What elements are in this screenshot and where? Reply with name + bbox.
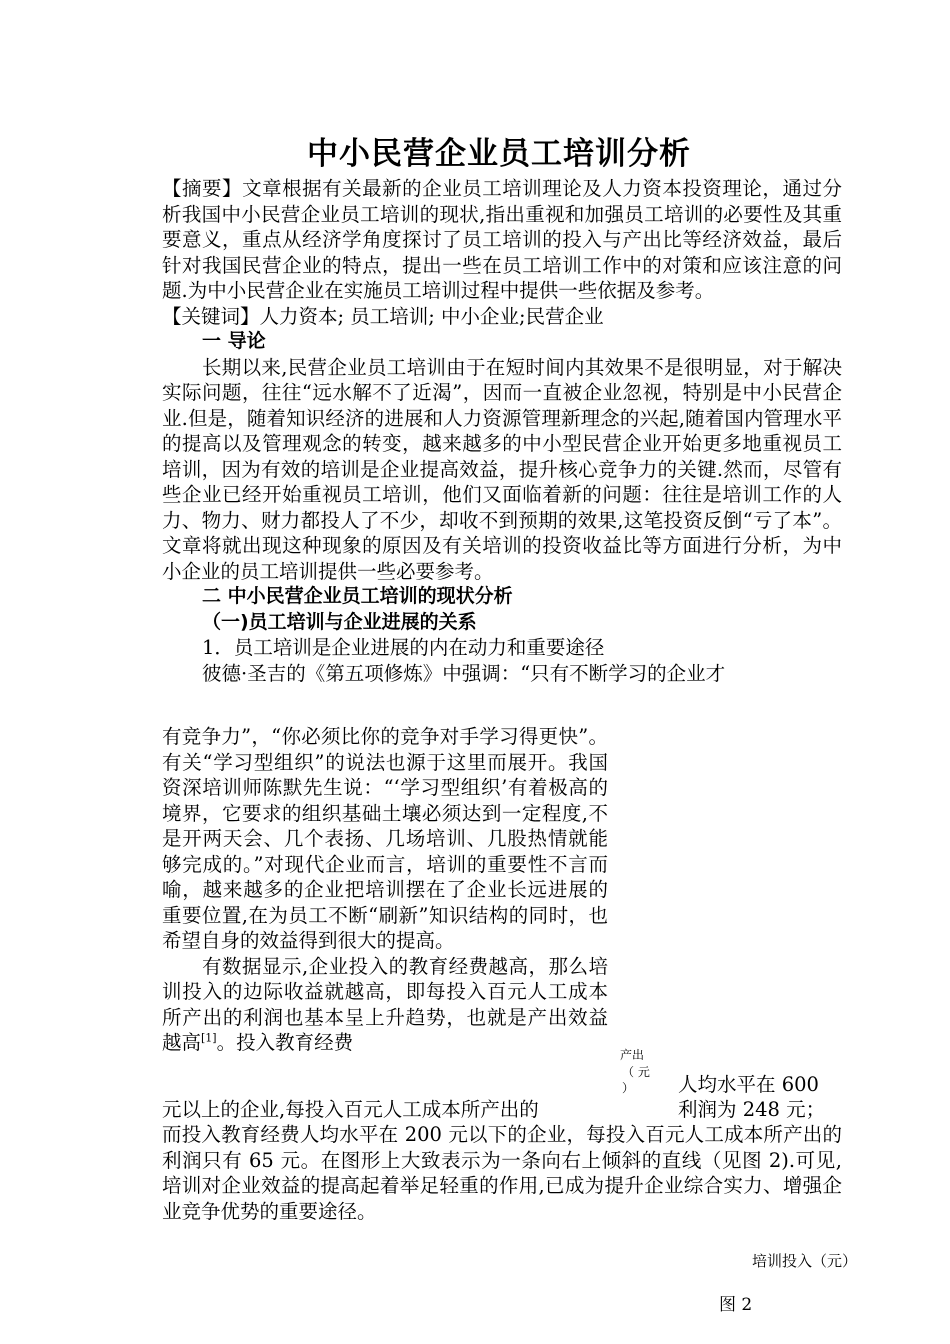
continuation-block [162,1122,842,1224]
body-paragraph-line: 彼德·圣吉的《第五项修炼》中强调：“只有不断学习的企业才 [202,661,726,685]
list-item-heading: 1．员工培训是企业进展的内在动力和重要途径 [202,636,605,659]
abstract-block [162,176,842,686]
abstract-label: 【摘要】 [162,177,243,200]
subsection-heading: （一)员工培训与企业进展的关系 [202,610,477,633]
keywords-label: 【关键词】 [162,304,260,328]
body-paragraph: 长期以来,民营企业员工培训由于在短时间内其效果不是很明显，对于解决实际问题，往往“远水解不了近渴”，因而一直被企业忽视，特别是中小民营企业.但是，随着知识经济的进展和人力资源管理新理念的兴起,随着国内管理水平的提高以及管理观念的转变，越来越多的中小型民营企业开始更多地重视员工培训，因为有效的培训是企业提高效益，提升核心竞争力的关键.然而，尽管有些企业已经开始重视员工培训，他们又面临着新的问题：往往是培训工作的人力、物力、财力都投人了不少，却收不到预期的效果,这笔投资反倒“亏了本”。文章将就出现这种现象的原因及有关培训的投资收益比等方面进行分析，为中小企业的员工培训提供一些必要参考。 [162,355,842,583]
section-heading: 二 中小民营企业员工培训的现状分析 [202,585,513,607]
citation-ref: [1] [201,1031,217,1045]
figure-caption: 图 2 [719,1295,753,1315]
split-line-left: 元以上的企业,每投入百元人工成本所产出的 [162,1098,539,1121]
section-heading: 一 导论 [202,330,266,352]
abstract-text: 文章根据有关最新的企业员工培训理论及人力资本投资理论，通过分析我国中小民营企业员工培训的现状,指出重视和加强员工培训的必要性及其重要意义，重点从经济学角度探讨了员工培训的投入与产出比等经济效益，最后针对我国民营企业的特点，提出一些在员工培训工作中的对策和应该注意的问题.为中小民营企业在实施员工培训过程中提供一些依据及参考。 [162,177,842,302]
body-paragraph [162,954,608,1056]
split-line-right-a: 人均水平在 600 [678,1073,819,1096]
abstract-paragraph [162,176,842,304]
keywords-text: 人力资本; 员工培训; 中小企业;民营企业 [259,304,604,328]
figure-y-label-mid: （ 元 [622,1065,650,1079]
narrow-column [162,724,608,1056]
page-title: 中小民营企业员工培训分析 [307,136,691,172]
body-paragraph: 而投入教育经费人均水平在 200 元以下的企业，每投入百元人工成本所产出的利润只有 65 元。在图形上大致表示为一条向右上倾斜的直线（见图 2).可见,培训对企业效益的提高起着举足轻重的作用,已成为提升企业综合实力、增强企业竞争优势的重要途径。 [162,1123,842,1223]
figure-x-label: 培训投入（元） [752,1252,858,1270]
body-paragraph: 有竞争力”，“你必须比你的竞争对手学习得更快”。有关“学习型组织”的说法也源于这里而展开。我国资深培训师陈默先生说：“‘学习型组织’有着极高的境界，它要求的组织基础土壤必须达到一定程度,不是开两天会、几个表扬、几场培训、几股热情就能够完成的。”对现代企业而言，培训的重要性不言而喻，越来越多的企业把培训摆在了企业长远进展的重要位置,在为员工不断“刷新”知识结构的同时，也希望自身的效益得到很大的提高。 [162,725,608,952]
data-paragraph-text-tail: 。投入教育经费 [216,1031,354,1054]
data-paragraph-text: 有数据显示,企业投入的教育经费越高，那么培训投入的边际收益就越高，即每投入百元人工成本所产出的利润也基本呈上升趋势，也就是产出效益越高 [162,954,608,1054]
figure-y-label-top: 产出 [620,1048,645,1062]
split-line-right-b: 利润为 248 元； [678,1098,826,1121]
keywords-line [162,304,842,330]
figure-y-label-bot: ） [622,1081,635,1095]
